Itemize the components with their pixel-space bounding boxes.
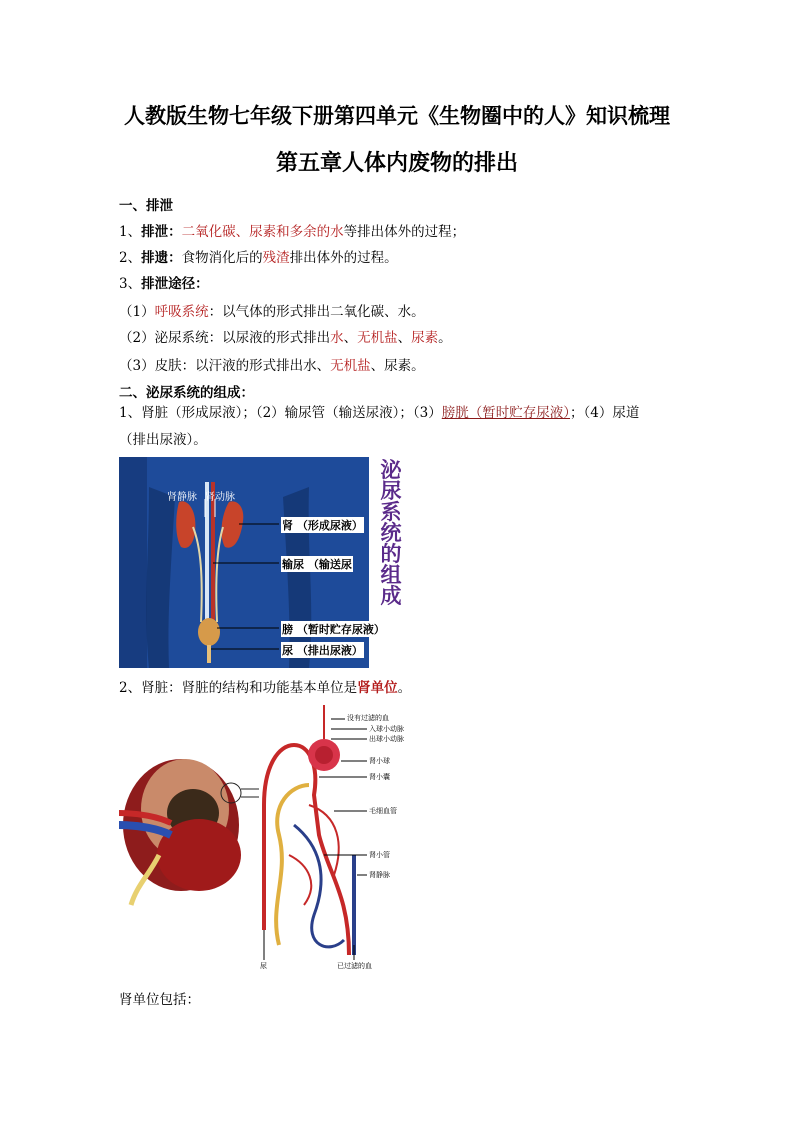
egestion-definition: 2、排遗：食物消化后的残渣排出体外的过程。 (119, 250, 398, 266)
urinary-system-figure (119, 457, 409, 668)
urinary-organs-line-2: （排出尿液）。 (119, 432, 207, 448)
pathway-respiratory: （1）呼吸系统：以气体的形式排出二氧化碳、水。 (119, 304, 425, 320)
side-title: 泌 尿 系 统 的 组 成 (380, 457, 402, 608)
label-renal-vein: 肾静脉 (167, 492, 197, 503)
label-capillaries: 毛细血管 (369, 807, 397, 815)
excretion-pathways-heading: 3、排泄途径： (119, 276, 209, 292)
nephron-figure (119, 705, 419, 975)
pathway-urinary: （2）泌尿系统：以尿液的形式排出水、无机盐、尿素。 (119, 330, 452, 346)
label-unfiltered-blood: 没有过滤的血 (347, 714, 389, 722)
kidney-unit-line: 2、肾脏：肾脏的结构和功能基本单位是肾单位。 (119, 680, 412, 696)
label-ureter: 输尿 （输送尿 (282, 558, 352, 571)
label-bowman-capsule: 肾小囊 (369, 773, 390, 781)
section-heading-excretion: 一、排泄 (119, 198, 173, 214)
label-renal-artery: 肾动脉 (205, 492, 235, 503)
label-bladder: 膀 （暂时贮存尿液） (282, 623, 385, 636)
section-heading-urinary-system: 二、泌尿系统的组成： (119, 385, 254, 401)
nephron-includes-line: 肾单位包括： (119, 992, 200, 1008)
pathway-skin: （3）皮肤：以汗液的形式排出水、无机盐、尿素。 (119, 358, 425, 374)
nephron-illustration (119, 705, 419, 975)
label-renal-tubule: 肾小管 (369, 851, 390, 859)
label-urethra: 尿 （排出尿液） (282, 644, 363, 657)
label-urine: 尿 (260, 962, 267, 970)
chapter-title: 第五章人体内废物的排出 (275, 150, 518, 176)
label-efferent-arteriole: 出球小动脉 (369, 735, 404, 743)
label-renal-vein-2: 肾静脉 (369, 871, 390, 879)
label-kidney: 肾 （形成尿液） (282, 519, 363, 532)
label-afferent-arteriole: 入球小动脉 (369, 725, 404, 733)
label-filtered-blood: 已过滤的血 (337, 962, 372, 970)
label-glomerulus: 肾小球 (369, 757, 390, 765)
excretion-definition: 1、排泄：二氧化碳、尿素和多余的水等排出体外的过程； (119, 224, 466, 240)
document-title: 人教版生物七年级下册第四单元《生物圈中的人》知识梳理 (124, 103, 670, 128)
urinary-organs-line: 1、肾脏（形成尿液）；（2）输尿管（输送尿液）；（3）膀胱（暂时贮存尿液）；（4）尿道 (119, 405, 640, 421)
